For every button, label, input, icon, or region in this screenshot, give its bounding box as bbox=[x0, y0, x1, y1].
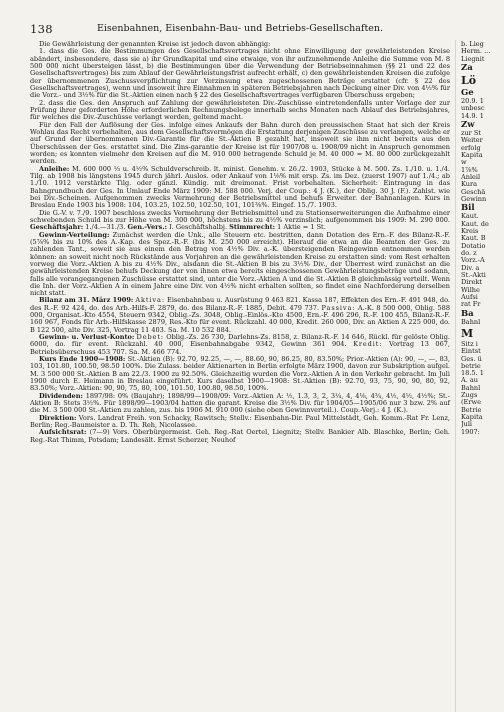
stimmrecht-text: 1 Aktie = 1 St. bbox=[277, 223, 326, 232]
fragment-line: Gewinn bbox=[461, 194, 487, 203]
anleihe-section bbox=[30, 166, 450, 210]
aktiva-label: Aktiva: bbox=[135, 296, 165, 305]
direktion-section bbox=[30, 415, 450, 430]
paragraph: Für den Fall der Auflösung der Ges. infolge eines Ankaufs der Bahn durch den preussischen Staat hat sich der Kreis Wohlau das Recht vorbehalten, aus dem Gesellschaftsvermögen die Erstattung derjenigen Zuschüsse zu verlangen, welche er auf Grund der übernommenen Div.-Garantie für die St.-Aktien B gezahlt hat, insoweit sie ihm nicht bereits aus den Überschüssen der Ges. erstattet sind. Die Zins-garantie der Kreise ist für 1907/08 u. 1908/09 nicht in Anspruch genommen worden; es konnten vielmehr den Kreisen auf die M. 910 000 betragende Schuld je M. 40 000 = M. 80 000 zurückgezahlt werden. bbox=[30, 120, 450, 166]
fragment-line: Bahnl bbox=[461, 383, 481, 392]
gewinn-label: Gewinn-Verteilung: bbox=[39, 230, 110, 239]
kredit-text: Vortrag 13 067, Betriebsüberschuss 453 707. Sa. M. 466 774. bbox=[30, 340, 450, 356]
bilanz-section bbox=[30, 297, 450, 334]
fragment-line: Ba bbox=[461, 308, 474, 319]
fragment-line: 1907: bbox=[461, 427, 480, 436]
fragment-line: erfolg bbox=[461, 143, 481, 152]
fragment-line: Lö bbox=[461, 73, 477, 87]
passiva-text: A.-K. 8 500 000, Oblig. 588 000, Organisat.-Kto 4554, Steuern 9342, Oblig.-Zs. 3048, Oblig.-Einlös.-Kto 4500, Ern.-F. 496 296, R.-F. 100 455, Bilanz-R.-F. 160 967, Fonds für Arb.-Hilfskasse 2879, Res.-Kto für event. Rückzahl. 40 000, Kredit. 260 000, Div. an Aktien A 225 000, do. B 122 500, alte Div. 325, Vortrag 11 403. Sa. M. 10 532 884. bbox=[30, 303, 450, 334]
debet-text: Oblig.-Zs. 26 730, Darlehns-Zs. 8158, z. Bilanz-R.-F. 14 646, Rückl. für gelöste Oblig. 6000, do. für event. Rückzahl. 40 000, Eisenbahnabgabe 9342, Gewinn 361 904. bbox=[30, 333, 450, 349]
gen-vers-text: I. Geschäftshalbj. bbox=[169, 223, 228, 232]
dividenden-label: Dividenden: bbox=[39, 391, 83, 400]
fragment-line: Kaut. de bbox=[461, 219, 489, 228]
gewinn-text: Zunächst werden die Unk., alle Steuern etc. bestritten, dann Dotation des Ern.-F. des Bilanz-R.-F. (5⅞% bis zu 10% des A.-Kap. des Spez.-R.-F. (bis M. 250 000 erreicht). Hierauf die etwa an die Beamten der Ges. zu zahlenden Tant., soweit sie aus einem den Betrag von 4½% Div. a.-K. übersteigenden Reingewinn entnommen werden können: an soweit nicht noch Rückstände aus Vorjahren an die gewährleistenden Kreise zu erstatten sind: vom Rest erhalten vorweg die Vorz.-Aktien A bis zu 4½% Div., alsdann die St.-Aktien B bis zu 3½% Div., der Überrest wird zunächst an die gewährleistenden Kreise behufs Deckung der von ihnen etwa bereits eingeschossenen Gewährleistungsbeträge und sodann, falls alle vorangegangenen Zuschüsse erstattet sind, unter die Vorz.-Aktien A und die St.-Aktien B gleichmässig verteilt. Wenn die Inh. der Vorz.-Aktien A in einem Jahre eine Div. von 4½% nicht erhalten sollten, so findet eine Nachforderung derselben nicht statt. bbox=[30, 230, 450, 298]
fragment-line: Herm. ... bbox=[461, 47, 491, 56]
fragment-line: Kapita bbox=[461, 150, 483, 159]
fragment-line: rat Fr bbox=[461, 300, 481, 309]
fragment-line: Bahnl bbox=[461, 317, 481, 326]
bilanz-label: Bilanz am 31. März 1909: bbox=[39, 296, 134, 305]
fragment-line: Ges. ü bbox=[461, 354, 482, 363]
fragment-line: Sitz i bbox=[461, 339, 478, 348]
kurs-label: Kurs Ende 1900—1908: bbox=[39, 355, 126, 364]
fragment-line: b. Lieg bbox=[461, 41, 484, 48]
kurs-text: St.-Aktien (B): 92.70, 92.25, —, —, 88.60, 90, 86.25, 80, 83.50%; Prior.-Aktien (A): 90, —, —, 83, 103, 101.80, 100.50, 98.50 100%. Die Zulass. beider Aktienarten in Berlin erfolgte März 1900, davon zur Subskription aufgel. M. 3 500 000 St.-Aktien B am 22./3. 1900 zu 92.50%. Gleichzeitig wurden die Vorz.-Aktien A in den Verkehr gebracht. Im Juli 1900 durch E. Heimann in Breslau eingeführt. Kurs daselbst 1900—1908: St.-Aktien (B): 92.70, 93, 75, 90, 90, 80, 92, 83.50%; Vorz.-Aktien: 90, 90, 75, 80, 100, 101.50, 100.80, 98.50, 100%. bbox=[30, 355, 450, 393]
gewinn-section bbox=[30, 232, 450, 298]
direktion-text: Vors. Landrat Freih. von Schacky, Rawitsch; Stellv.: Eisenbahn-Dir. Paul Mittelstädt, Geh. Komm.-Rat Fr. Lenz, Berlin; Reg.-Baumeister a. D. Th. Reh, Nicolassee. bbox=[30, 413, 450, 430]
fragment-line: Geschä bbox=[461, 187, 486, 196]
gvk-label: Gewinn- u. Verlust-Konto: bbox=[39, 333, 135, 342]
fragment-line: Dotatio bbox=[461, 241, 486, 250]
fragment-line: zur St bbox=[461, 128, 481, 137]
fragment-line: Liegnit bbox=[461, 54, 485, 63]
aufsichtsrat-section bbox=[30, 429, 450, 444]
fragment-line: Zugs bbox=[461, 391, 478, 400]
fragment-line: Aufsi bbox=[461, 292, 478, 301]
fragment-line: Betrie bbox=[461, 405, 482, 414]
stimmrecht-label: Stimmrecht: bbox=[229, 223, 276, 232]
passiva-label: Passiva: bbox=[321, 303, 356, 312]
anleihe-label: Anleihe: bbox=[39, 164, 70, 173]
fragment-line: w bbox=[461, 158, 467, 167]
dividenden-section bbox=[30, 393, 450, 415]
page-header bbox=[30, 22, 450, 36]
fragment-line: Direkt bbox=[461, 278, 482, 287]
aufsichtsrat-label: Aufsichtsrat: bbox=[39, 428, 87, 437]
fragment-line: Kura bbox=[461, 180, 477, 189]
paragraph: Die Gewährleistung der genannten Kreise ist jedoch davon abhängig: bbox=[39, 40, 271, 48]
fragment-line: Anleil bbox=[461, 172, 481, 181]
gvk-section bbox=[30, 334, 450, 356]
gen-vers-label: Gen.-Vers.: bbox=[127, 223, 168, 232]
column-gutter bbox=[455, 40, 456, 712]
geschaeftsjahr-label: Geschäftsjahr: bbox=[30, 223, 84, 232]
fragment-line: 20.9. 1 bbox=[461, 96, 484, 105]
fragment-line: (Erwe bbox=[461, 398, 481, 407]
kredit-label: Kredit: bbox=[353, 340, 383, 349]
fragment-line: Kaut. B bbox=[461, 234, 486, 243]
fragment-line: Zw bbox=[461, 119, 475, 130]
direktion-label: Direktion: bbox=[39, 413, 77, 422]
fragment-line: M bbox=[461, 326, 474, 340]
fragment-line: Bil bbox=[461, 203, 475, 214]
fragment-line: Ge bbox=[461, 87, 474, 98]
kurs-section bbox=[30, 356, 450, 393]
fragment-line: 1⅞% bbox=[461, 165, 478, 174]
fragment-line: Kaut. bbox=[461, 212, 479, 221]
adjacent-page-fragment bbox=[461, 41, 504, 436]
fragment-line: St.-Akti bbox=[461, 270, 486, 279]
fragment-line: Za bbox=[461, 62, 473, 73]
debet-label: Debet: bbox=[136, 333, 164, 342]
main-column bbox=[30, 41, 450, 444]
fragment-line: A. au bbox=[461, 376, 479, 385]
geschaeftsjahr-text: 1./4.—31./3. bbox=[85, 223, 126, 232]
fragment-line: betrie bbox=[461, 361, 481, 370]
gv-text: Die G.-V. v. 7./9. 1907 beschloss zwecks Vermehrung der Betriebsmittel und zu Stationserweiterungen die Aufnahme einer schwebenden Schuld bis zur Höhe von M. 300 000, höchstens bis zu 4½% verzinslich; aufgenommen bis 1909: M. 290 000. bbox=[30, 208, 450, 224]
fragment-line: Weiter bbox=[461, 136, 483, 145]
aufsichtsrat-text: (7—9) Vors. Oberbürgermeist. Geh. Reg.-Rat Oertel, Liegnitz; Stellv. Bankier Alb. Blaschke, Berlin; Geh. Reg.-Rat Thimm, Potsdam; Landesält. Ernst Scherzer, Neuhof bbox=[30, 428, 450, 444]
paragraph: 1. dass die Ges. die Bestimmungen des Gesellschaftsvertrages nicht ohne Einwilligung der gewährleistenden Kreise abändert, insbesondere, dass sie a) ihr Grundkapital und eine etwaige, von ihr aufzunehmende Anleihe die Summe von M. 8 500 000 nicht übersteigen lässt, b) die Bestimmungen über die Verwendung der Betriebseinnahmen (§§ 21 und 22 des Gesellschaftsvertrages) bis zum Ablauf der Gewährleistungsfrist aufrecht erhält, c) den gewährleistenden Kreisen die zufolge der übernommenen Zuschussverpflichtung zur Verzinsung etwa zugeschossenen Beträge erstattet (cfr. § 22 des Gesellschaftsvertrages), wenn und insoweit ihre Einnahmen in späteren Betriebsjahren nach Deckung einer Div. von 4½% für die Vorz.- und 3½% für die St.-Aktien einen nach § 22 des Gesellschaftsvertrages verfügbaren Überschuss ergeben; bbox=[30, 47, 450, 100]
page-number: 138 bbox=[30, 22, 53, 36]
fragment-line: Kreis bbox=[461, 226, 479, 235]
fragment-line: Eintst bbox=[461, 347, 481, 356]
fragment-line: unbesc bbox=[461, 104, 485, 113]
gv-section bbox=[30, 210, 450, 232]
fragment-line: Vorz.-A bbox=[461, 256, 485, 265]
fragment-line: Juli bbox=[461, 420, 473, 429]
dividenden-text: 1897/98: 0% (Baujahr); 1898/99—1908/09: Vorz.-Aktien A: ½, 1.3, 3, 2, 3¼, 4, 4⅛, 4¾, 4½, 4½, 4½%; St.-Aktien B: Stets 3½%. Für 1898/99—1903/04 hatten die garant. Kreise die 3½% Div. für 1904/05—1905/06 nur 3 bzw. 2% auf die M. 3 500 000 St.-Aktien zu zahlen, zus. bis 1906 M. 910 000 (siehe oben Gewinnverteil.). Coup.-Verj.: 4 J. (K.). bbox=[30, 391, 450, 415]
aktiva-text: Eisenbahnbau u. Ausrüstung 9 463 821. Kassa 187, Effekten des Ern.-F. 491 948, do. des R.-F. 92 424, do. des Arb.-Hilfs-F. 2879, do. des Bilanz-R.-F. 1885, Debit. 479 737. bbox=[30, 296, 450, 312]
paragraph: 2. dass die Ges. den Anspruch auf Zahlung der gewährleisteten Div.-Zuschüsse eintretendenfalls unter Vorlage der zur Prüfung ihrer geforderten Höhe erforderlichen Rechnungsbelege innerhalb sechs Monaten nach Ablauf des Betriebsjahres, für welches die Div.-Zuschüsse verlangt werden, geltend macht. bbox=[30, 98, 450, 122]
fragment-line: Kapita bbox=[461, 413, 483, 422]
fragment-line: do. z bbox=[461, 248, 477, 257]
running-head: Eisenbahnen, Eisenbahn-Bau- und Betriebs-Gesellschaften. bbox=[96, 23, 384, 34]
fragment-line: Div. a bbox=[461, 263, 480, 272]
fragment-line: 18.5. 1 bbox=[461, 369, 484, 378]
fragment-line: 14.9. 1 bbox=[461, 111, 484, 120]
fragment-line: Wilhe bbox=[461, 285, 480, 294]
anleihe-text: M. 600 000 ⅓ u. 4½% Schuldverschreib. lt. minist. Genehm. v. 26./2. 1903, Stücke à M. 500. Zs. 1./10. u. 1./4. Tilg. ab 1908 bis längstens 1945 durch jährl. Auslos. oder Ankauf von 1⅛% mit ersp. Zs. im Dez. (zuerst 1907) auf 1./4.; ab 1./10. 1912 verstärkte Tilg. oder gänzl. Kündig. mit dreimonat. Frist vorbehalten. Sicherheit: Eintragung in das Bahngrundbuch der Ges. In Umlauf Ende März 1909: M. 588 000. Verj. der Coup.: 4 J. (K.), der Oblig. 30 J. (F.). Zahlst. wie bei Div.-Scheinen. Aufgenommen zwecks Vermehrung der Betriebsmittel und behufs Erweiter. der Bahnanlagen. Kurs in Breslau Ende 1903 bis 1908: 104, 103.25, 102.50, 102.50, 101, 101⅜%. Eingef. 15./7. 1903. bbox=[30, 164, 450, 210]
